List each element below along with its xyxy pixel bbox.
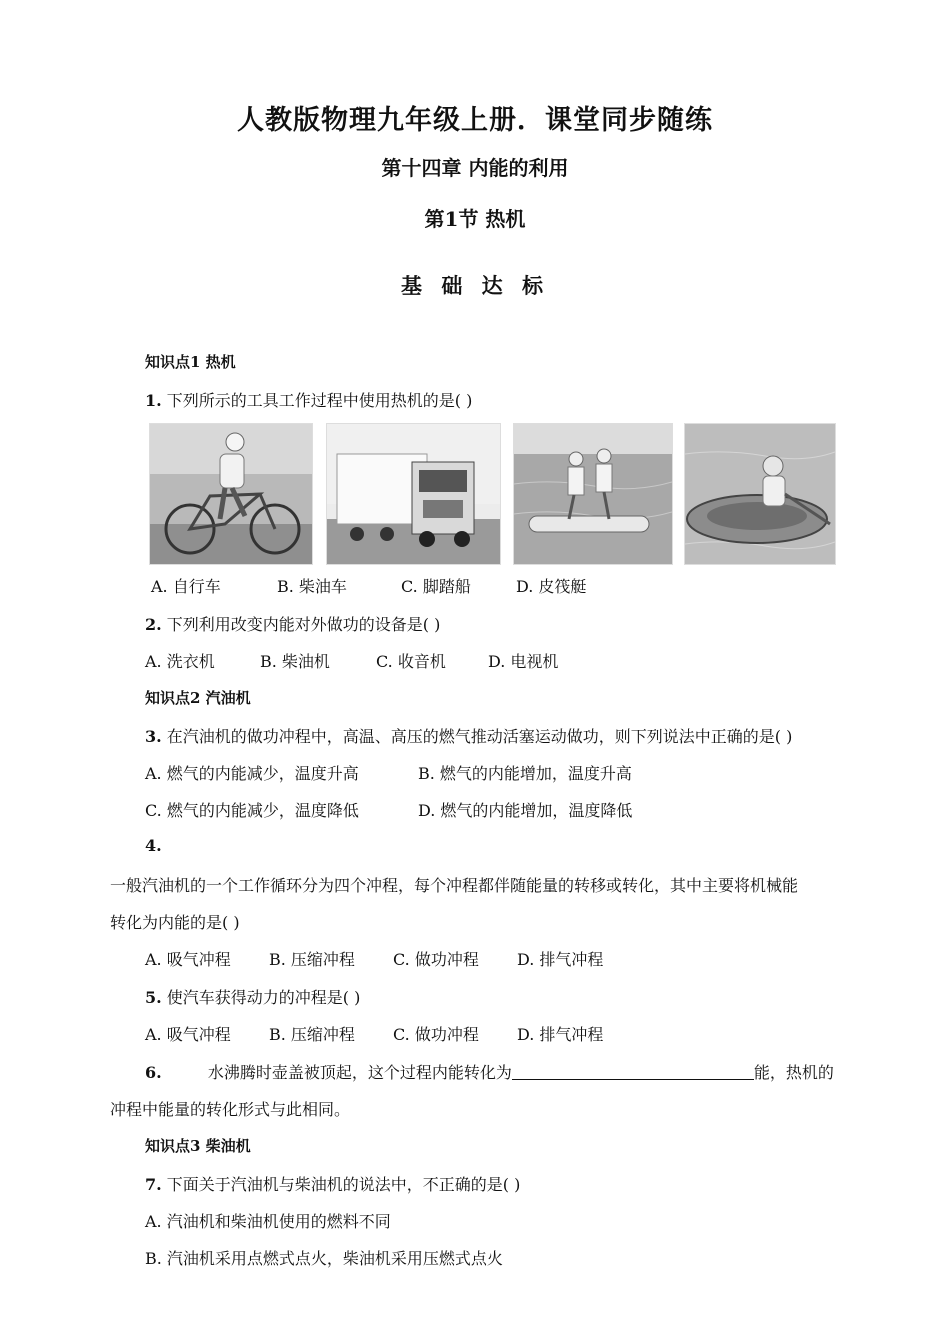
knowledge-point-1: 知识点1 热机 xyxy=(145,353,236,371)
q5-option-d: D. 排气冲程 xyxy=(517,1025,604,1044)
answer-blank[interactable] xyxy=(512,1065,754,1080)
question-number: 5. xyxy=(145,988,162,1007)
q5-option-b: B. 压缩冲程 xyxy=(269,1025,355,1044)
question-4-text-line1: 一般汽油机的一个工作循环分为四个冲程，每个冲程都伴随能量的转移或转化，其中主要将机械能 xyxy=(110,876,799,895)
q3-option-c: C. 燃气的内能减少，温度降低 xyxy=(145,801,359,820)
question-text-after-blank: 能，热机的 xyxy=(753,1063,834,1082)
question-5 xyxy=(145,985,360,1008)
question-number: 6. xyxy=(145,1063,162,1082)
q2-option-a: A. 洗衣机 xyxy=(145,652,215,671)
question-2 xyxy=(145,612,440,635)
question-6 xyxy=(145,1060,834,1083)
pedal-boat-photo xyxy=(513,423,673,565)
banner-heading: 基 础 达 标 xyxy=(401,273,549,298)
q5-option-a: A. 吸气冲程 xyxy=(145,1025,231,1044)
bicycle-photo xyxy=(149,423,313,565)
q3-option-a: A. 燃气的内能减少，温度升高 xyxy=(145,764,359,783)
q3-option-d: D. 燃气的内能增加，温度降低 xyxy=(418,801,633,820)
q2-option-b: B. 柴油机 xyxy=(260,652,330,671)
diesel-truck-photo xyxy=(326,423,501,565)
raft-photo xyxy=(684,423,836,565)
q3-option-b: B. 燃气的内能增加，温度升高 xyxy=(418,764,632,783)
q1-option-c: C. 脚踏船 xyxy=(401,577,471,596)
question-number: 2. xyxy=(145,615,162,634)
question-text-before-blank: 水沸腾时壶盖被顶起，这个过程内能转化为 xyxy=(207,1063,512,1082)
q4-option-c: C. 做功冲程 xyxy=(393,950,479,969)
question-1 xyxy=(145,388,472,411)
q2-option-c: C. 收音机 xyxy=(376,652,446,671)
question-3 xyxy=(145,724,792,747)
question-text: 下列所示的工具工作过程中使用热机的是( ) xyxy=(166,391,473,410)
question-number: 7. xyxy=(145,1175,162,1194)
q1-option-b: B. 柴油车 xyxy=(277,577,347,596)
q7-option-b: B. 汽油机采用点燃式点火，柴油机采用压燃式点火 xyxy=(145,1249,503,1268)
q7-option-a: A. 汽油机和柴油机使用的燃料不同 xyxy=(145,1212,391,1231)
q4-option-d: D. 排气冲程 xyxy=(517,950,604,969)
question-4-text-line2: 转化为内能的是( ) xyxy=(110,913,240,932)
q2-option-d: D. 电视机 xyxy=(488,652,559,671)
q5-option-c: C. 做功冲程 xyxy=(393,1025,479,1044)
chapter-heading: 第十四章 内能的利用 xyxy=(381,156,569,180)
knowledge-point-3: 知识点3 柴油机 xyxy=(145,1137,251,1155)
question-text: 在汽油机的做功冲程中，高温、高压的燃气推动活塞运动做功，则下列说法中正确的是( ) xyxy=(166,727,793,746)
question-text: 下列利用改变内能对外做功的设备是( ) xyxy=(166,615,441,634)
knowledge-point-2: 知识点2 汽油机 xyxy=(145,689,251,707)
q4-option-b: B. 压缩冲程 xyxy=(269,950,355,969)
q1-option-d: D. 皮筏艇 xyxy=(516,577,587,596)
question-text: 使汽车获得动力的冲程是( ) xyxy=(166,988,361,1007)
question-7 xyxy=(145,1172,520,1195)
section-heading: 第1节 热机 xyxy=(424,207,526,231)
question-number: 1. xyxy=(145,391,162,410)
q1-option-a: A. 自行车 xyxy=(151,577,221,596)
q4-option-a: A. 吸气冲程 xyxy=(145,950,231,969)
question-4-number: 4. xyxy=(145,836,162,855)
question-number: 3. xyxy=(145,727,162,746)
question-6-text-line2: 冲程中能量的转化形式与此相同。 xyxy=(110,1100,351,1119)
question-text: 下面关于汽油机与柴油机的说法中，不正确的是( ) xyxy=(166,1175,521,1194)
document-title: 人教版物理九年级上册．课堂同步随练 xyxy=(237,105,713,136)
